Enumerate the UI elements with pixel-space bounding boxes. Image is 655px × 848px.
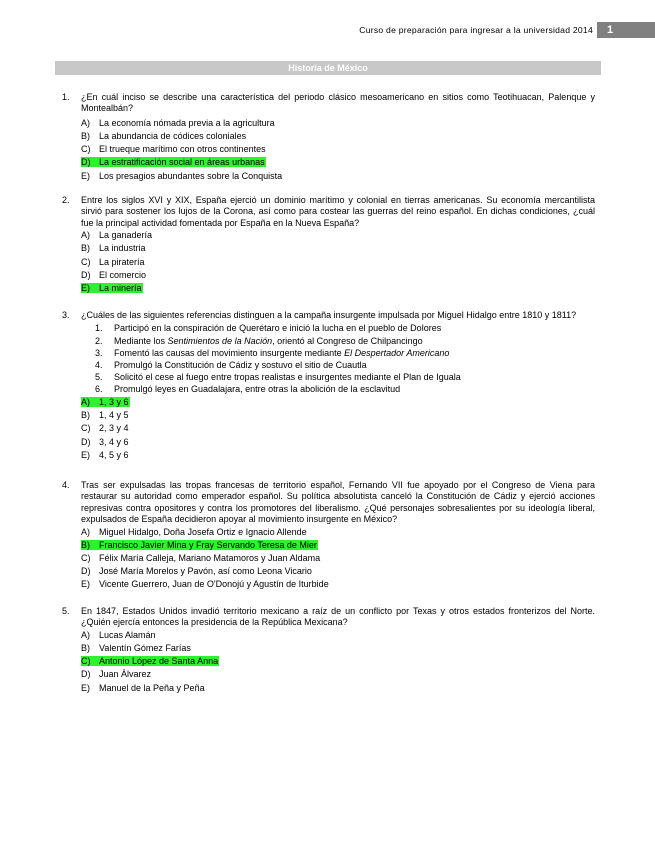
option-a[interactable] [81, 629, 595, 642]
reference-item [95, 359, 595, 371]
question-2 [62, 195, 595, 295]
option-a[interactable] [81, 117, 595, 130]
page-header [0, 22, 655, 40]
option-text: Valentín Gómez Farías [99, 643, 191, 653]
option-letter: E) [81, 170, 90, 181]
option-b-correct[interactable] [81, 539, 595, 552]
option-list [81, 629, 595, 695]
option-text: La economía nómada previa a la agricultura [99, 117, 275, 128]
option-text: Juan Álvarez [99, 669, 152, 680]
option-text: Manuel de la Peña y Peña [99, 682, 205, 693]
reference-text-tail: , orientó al Congreso de Chilpancingo [272, 335, 423, 346]
option-e[interactable] [81, 578, 595, 591]
option-letter: C) [81, 656, 91, 667]
question-text: Entre los siglos XVI y XIX, España ejerció un dominio marítimo y colonial en tierras americanas. Su economía mercantilista sirvió para sostener los lujos de la Corona, así como para costear las guerras del reino español. En dichas condiciones, ¿cuál fue la principal actividad fomentada por España en la Nueva España? [81, 195, 595, 228]
reference-number: 4. [95, 359, 103, 370]
option-letter: D) [81, 269, 91, 280]
question-text: ¿Cuáles de las siguientes referencias distinguen a la campaña insurgente impulsada por Miguel Hidalgo entre 1810 y 1811? [81, 310, 577, 320]
option-letter: A) [81, 117, 90, 128]
option-text: El trueque marítimo con otros continentes [99, 144, 266, 155]
question-number: 2. [62, 195, 70, 205]
option-b[interactable] [81, 242, 595, 255]
reference-item [95, 371, 595, 383]
option-text: Félix María Calleja, Mariano Matamoros y Juan Aldama [99, 553, 321, 563]
option-c-correct[interactable] [81, 655, 595, 668]
option-letter: C) [81, 256, 91, 267]
question-3 [62, 310, 595, 462]
option-a[interactable] [81, 526, 595, 539]
option-text: La ganadería [99, 230, 153, 241]
question-text: En 1847, Estados Unidos invadió territorio mexicano a raíz de un conflicto por Texas y otros estados fronterizos del Norte. ¿Quién ejercía entonces la presidencia de la República Mexicana? [81, 606, 595, 628]
question-1 [62, 92, 595, 183]
option-text: 2, 3 y 4 [99, 423, 129, 434]
option-letter: A) [81, 526, 90, 537]
option-e[interactable] [81, 682, 595, 695]
option-text: Lucas Alamán [99, 629, 156, 640]
option-letter: B) [81, 131, 90, 141]
option-list [81, 526, 595, 592]
option-letter: B) [81, 243, 90, 254]
option-d[interactable] [81, 668, 595, 681]
question-4 [62, 480, 595, 592]
option-list [81, 117, 595, 183]
answer-highlight [81, 283, 143, 293]
reference-item [95, 322, 595, 334]
reference-text: Participó en la conspiración de Querétaro e inició la lucha en el pueblo de Dolores [114, 323, 442, 334]
option-text: 1, 3 y 6 [99, 396, 129, 407]
option-a[interactable] [81, 229, 595, 242]
option-letter: B) [81, 643, 90, 653]
question-number: 3. [62, 310, 70, 320]
reference-number: 1. [95, 323, 103, 334]
reference-list [95, 322, 595, 395]
reference-emphasis: Sentimientos de la Nación [167, 335, 273, 346]
question-number: 5. [62, 606, 70, 616]
option-letter: D) [81, 157, 91, 168]
reference-text: Fomentó las causas del movimiento insurgente mediante [114, 347, 345, 358]
option-b[interactable] [81, 130, 595, 143]
option-e[interactable] [81, 170, 595, 183]
reference-item [95, 383, 595, 395]
option-letter: A) [81, 396, 90, 407]
option-c[interactable] [81, 143, 595, 156]
option-c[interactable] [81, 256, 595, 269]
reference-text: Promulgó leyes en Guadalajara, entre otras la abolición de la esclavitud [114, 383, 401, 394]
reference-text: Promulgó la Constitución de Cádiz y sostuvo el sitio de Cuautla [114, 359, 367, 370]
option-text: 4, 5 y 6 [99, 449, 129, 460]
option-text: Antonio López de Santa Anna [99, 656, 219, 667]
option-text: José María Morelos y Pavón, así como Leona Vicario [99, 566, 312, 577]
option-text: La minería [99, 282, 142, 293]
reference-text: Solicitó el cese al fuego entre tropas realistas e insurgentes mediante el Plan de Iguala [114, 371, 461, 382]
option-b[interactable] [81, 642, 595, 655]
option-d[interactable] [81, 269, 595, 282]
option-text: 3, 4 y 6 [99, 436, 129, 447]
option-e[interactable] [81, 449, 595, 462]
option-a-correct[interactable] [81, 396, 595, 409]
question-text: Tras ser expulsadas las tropas francesas de territorio español, Fernando VII fue apoyado por el Congreso de Viena para restaurar su autoridad como emperador español. Su política absolutista canceló la Constitución de Cádiz y ejerció acciones represivas contra opositores y contra los promotores del liberalismo. ¿Qué personajes sobresalientes por su ideología liberal, expulsados de España decidieron apoyar al movimiento insurgente en México? [81, 480, 595, 525]
option-text: 1, 4 y 5 [99, 410, 129, 421]
option-d[interactable] [81, 436, 595, 449]
option-text: Los presagios abundantes sobre la Conquista [99, 170, 283, 181]
reference-number: 6. [95, 383, 103, 394]
option-e-correct[interactable] [81, 282, 595, 295]
option-letter: B) [81, 539, 90, 550]
reference-number: 2. [95, 335, 103, 346]
question-5 [62, 606, 595, 695]
option-d[interactable] [81, 565, 595, 578]
option-letter: E) [81, 682, 90, 693]
option-letter: B) [81, 410, 90, 421]
question-text: ¿En cuál inciso se describe una característica del periodo clásico mesoamericano en sitios como Teotihuacan, Palenque y Montealbán? [81, 92, 595, 114]
answer-highlight [81, 540, 318, 550]
reference-emphasis: El Despertador Americano [344, 347, 450, 358]
reference-number: 3. [95, 347, 103, 358]
option-text: El comercio [99, 269, 147, 280]
option-text: La abundancia de códices coloniales [99, 131, 247, 141]
question-number: 4. [62, 480, 70, 490]
option-text: La estratificación social en áreas urbanas [99, 157, 265, 168]
option-list [81, 396, 595, 462]
option-letter: D) [81, 436, 91, 447]
reference-number: 5. [95, 371, 103, 382]
option-list [81, 229, 595, 295]
reference-item [95, 347, 595, 359]
option-letter: D) [81, 669, 91, 680]
option-c[interactable] [81, 552, 595, 565]
option-letter: E) [81, 579, 90, 590]
option-b[interactable] [81, 409, 595, 422]
option-letter: C) [81, 423, 91, 434]
option-letter: C) [81, 553, 91, 563]
question-number: 1. [62, 92, 70, 102]
option-d-correct[interactable] [81, 156, 595, 169]
option-c[interactable] [81, 422, 595, 435]
option-text: Vicente Guerrero, Juan de O'Donojú y Agustín de Iturbide [99, 579, 329, 590]
option-text: Francisco Javier Mina y Fray Servando Teresa de Mier [99, 539, 317, 550]
page-number: 1 [597, 22, 655, 38]
course-title: Curso de preparación para ingresar a la universidad 2014 [359, 25, 593, 35]
option-letter: A) [81, 230, 90, 241]
reference-text: Mediante los [114, 335, 168, 346]
option-text: La industria [99, 243, 146, 254]
option-text: Miguel Hidalgo, Doña Josefa Ortiz e Ignacio Allende [99, 526, 307, 537]
option-letter: E) [81, 282, 90, 293]
reference-item [95, 335, 595, 347]
option-letter: C) [81, 144, 91, 155]
answer-highlight [81, 157, 266, 167]
answer-highlight [81, 656, 219, 666]
answer-highlight [81, 397, 130, 407]
option-letter: E) [81, 449, 90, 460]
option-letter: D) [81, 566, 91, 577]
option-text: La piratería [99, 256, 145, 267]
option-letter: A) [81, 629, 90, 640]
section-title: Historia de México [55, 61, 601, 75]
